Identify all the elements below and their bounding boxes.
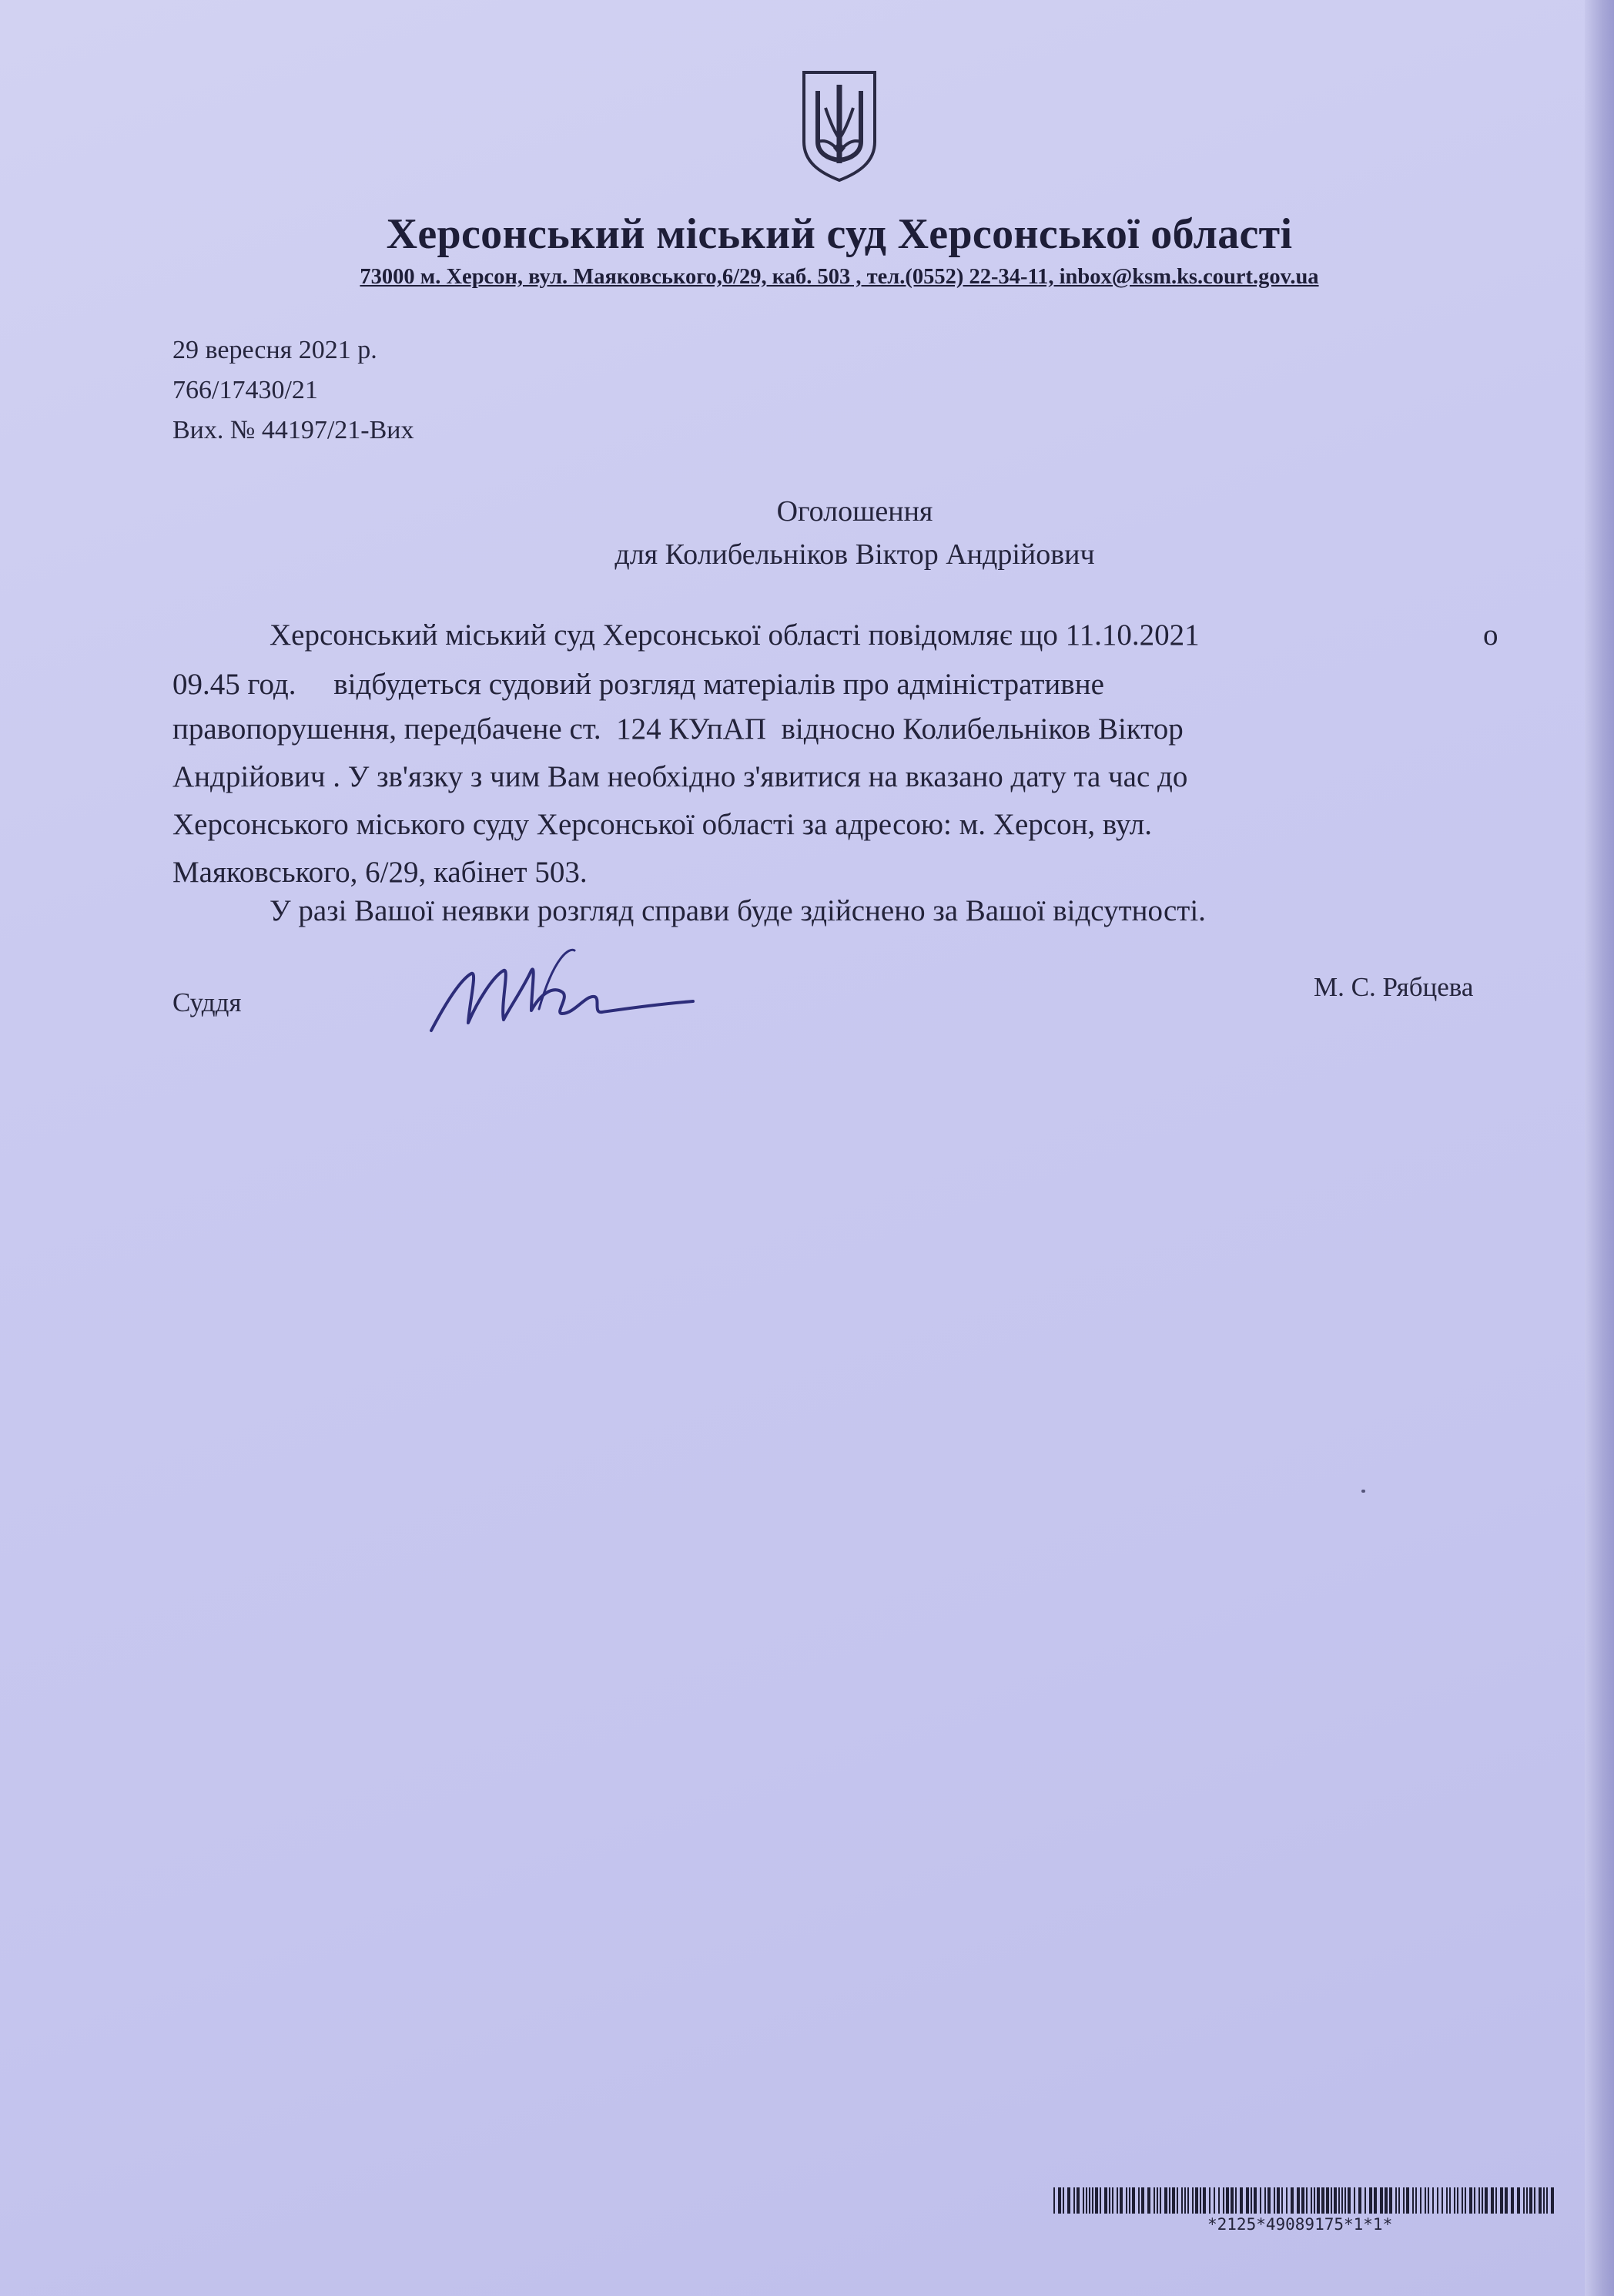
- judge-name: М. С. Рябцева: [1314, 972, 1474, 1002]
- ink-speck: [1361, 1490, 1365, 1493]
- case-number: 766/17430/21: [172, 376, 318, 404]
- judge-role-label: Суддя: [172, 987, 242, 1017]
- tryzub-coat-of-arms-icon: [799, 68, 879, 183]
- body-line-5: Херсонського міського суду Херсонської області за адресою: м. Херсон, вул.: [172, 808, 1153, 841]
- notice-recipient: для Колибельніков Віктор Андрійович: [614, 538, 1095, 571]
- body-line-6: Маяковського, 6/29, кабінет 503.: [172, 856, 588, 889]
- desk-edge-shadow: [1585, 0, 1614, 2296]
- body-line-4: Андрійович . У зв'язку з чим Вам необхідно з'явитися на вказано дату та час до: [172, 760, 1188, 793]
- outgoing-number: Вих. № 44197/21-Вих: [172, 416, 414, 444]
- body-line-7: У разі Вашої неявки розгляд справи буде здійснено за Вашої відсутності.: [270, 894, 1206, 927]
- body-line-2: 09.45 год. відбудеться судовий розгляд матеріалів про адміністративне: [172, 668, 1104, 701]
- barcode-text: *2125*49089175*1*1*: [1207, 2215, 1393, 2234]
- body-line-3: правопорушення, передбачене ст. 124 КУпАП відносно Колибельніков Віктор: [172, 712, 1184, 746]
- court-name-title: Херсонський міський суд Херсонської області: [386, 210, 1293, 258]
- body-line-1-tail: о: [1483, 618, 1498, 652]
- notice-heading: Оголошення: [776, 495, 933, 528]
- document-barcode: [1053, 2187, 1555, 2214]
- letter-date: 29 вересня 2021 р.: [172, 336, 377, 364]
- handwritten-signature: [424, 940, 701, 1047]
- court-address-line: 73000 м. Херсон, вул. Маяковського,6/29, каб. 503 , тел.(0552) 22-34-11, inbox@ksm.ks.court.gov.ua: [360, 265, 1319, 289]
- body-line-1: Херсонський міський суд Херсонської області повідомляє що 11.10.2021: [270, 618, 1200, 652]
